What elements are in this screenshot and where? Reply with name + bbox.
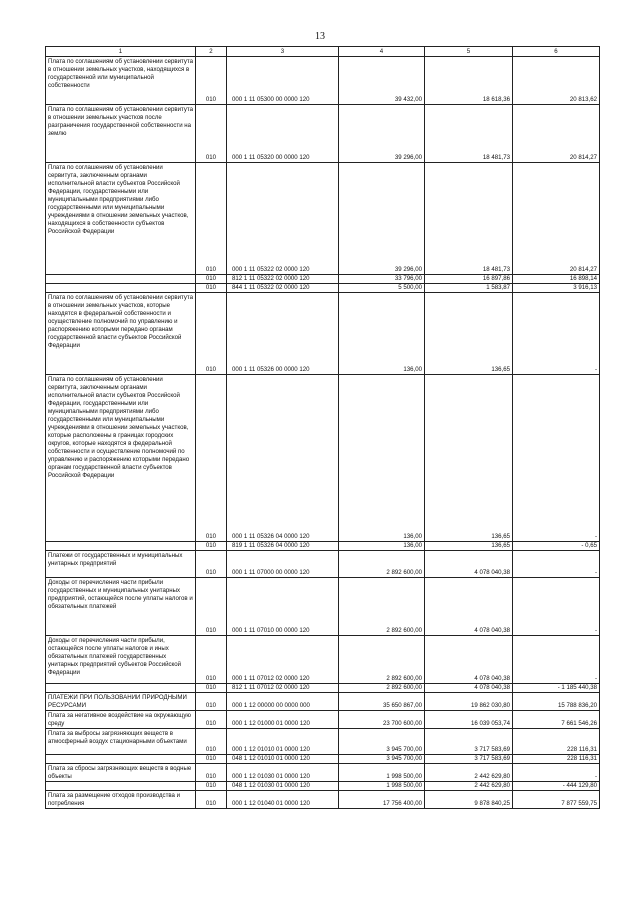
row-value-6: 7 661 546,26 bbox=[513, 711, 600, 729]
row-value-4: 17 756 400,00 bbox=[339, 791, 425, 809]
row-name bbox=[46, 275, 196, 284]
header-col-2: 2 bbox=[196, 47, 227, 57]
row-value-4: 23 700 600,00 bbox=[339, 711, 425, 729]
row-value-4: 39 432,00 bbox=[339, 57, 425, 105]
header-col-4: 4 bbox=[339, 47, 425, 57]
row-name: Плата за выбросы загрязняющих веществ в атмосферный воздух стационарными объектами bbox=[46, 729, 196, 755]
row-value-5: 4 078 040,38 bbox=[425, 578, 513, 636]
table-row bbox=[46, 275, 600, 284]
row-value-6: 228 116,31 bbox=[513, 755, 600, 764]
row-value-4: 5 500,00 bbox=[339, 284, 425, 293]
row-value-5: 18 481,73 bbox=[425, 163, 513, 275]
row-code: 812 1 11 07012 02 0000 120 bbox=[227, 684, 339, 693]
row-value-6: 20 814,27 bbox=[513, 163, 600, 275]
row-column-2: 010 bbox=[196, 293, 227, 375]
row-value-4: 136,00 bbox=[339, 375, 425, 542]
row-code: 000 1 12 01000 01 0000 120 bbox=[227, 711, 339, 729]
row-code: 000 1 11 07010 00 0000 120 bbox=[227, 578, 339, 636]
table-row bbox=[46, 542, 600, 551]
row-value-5: 16 039 053,74 bbox=[425, 711, 513, 729]
row-value-5: 16 897,86 bbox=[425, 275, 513, 284]
row-value-5: 136,65 bbox=[425, 375, 513, 542]
row-value-5: 19 862 030,80 bbox=[425, 693, 513, 711]
header-col-5: 5 bbox=[425, 47, 513, 57]
row-column-2: 010 bbox=[196, 375, 227, 542]
row-name bbox=[46, 284, 196, 293]
row-value-6: 3 916,13 bbox=[513, 284, 600, 293]
row-value-6: 16 898,14 bbox=[513, 275, 600, 284]
row-value-6: 7 877 559,75 bbox=[513, 791, 600, 809]
table-row bbox=[46, 578, 600, 636]
row-value-6: - bbox=[513, 764, 600, 782]
row-name bbox=[46, 684, 196, 693]
row-code: 048 1 12 01010 01 0000 120 bbox=[227, 755, 339, 764]
row-code: 000 1 12 01030 01 0000 120 bbox=[227, 764, 339, 782]
row-column-2: 010 bbox=[196, 711, 227, 729]
table-row bbox=[46, 755, 600, 764]
row-name: Плата по соглашениям об установлении сервитута в отношении земельных участков после разграничения государственной собственности на землю bbox=[46, 105, 196, 163]
row-name: Плата по соглашениям об установлении сервитута в отношении земельных участков, которые находятся в федеральной собственности и осуществление полномочий по управлению и распоряжению которыми передано органам государственной власти субъектов Российской Федерации bbox=[46, 293, 196, 375]
row-value-4: 33 796,00 bbox=[339, 275, 425, 284]
row-name: Плата по соглашениям об установлении сервитута в отношении земельных участков, находящихся в государственной или муниципальной собственности bbox=[46, 57, 196, 105]
row-value-4: 3 945 700,00 bbox=[339, 755, 425, 764]
table-row bbox=[46, 791, 600, 809]
row-name: Плата по соглашениям об установлении сервитута, заключенным органами исполнительной власти субъектов Российской Федерации, государственными или муниципальными предприятиями либо государственными или муниципальными учреждениями в отношении земельных участков, находящихся в собственности субъектов Российской Федерации bbox=[46, 163, 196, 275]
row-value-5: 4 078 040,38 bbox=[425, 684, 513, 693]
row-column-2: 010 bbox=[196, 791, 227, 809]
row-code: 819 1 11 05326 04 0000 120 bbox=[227, 542, 339, 551]
row-value-6: - bbox=[513, 636, 600, 684]
row-column-2: 010 bbox=[196, 284, 227, 293]
table-row bbox=[46, 163, 600, 275]
report-table bbox=[45, 46, 600, 809]
row-name bbox=[46, 755, 196, 764]
row-column-2: 010 bbox=[196, 729, 227, 755]
header-row bbox=[46, 47, 600, 57]
row-code: 000 1 12 00000 00 0000 000 bbox=[227, 693, 339, 711]
row-name: ПЛАТЕЖИ ПРИ ПОЛЬЗОВАНИИ ПРИРОДНЫМИ РЕСУРСАМИ bbox=[46, 693, 196, 711]
row-value-5: 4 078 040,38 bbox=[425, 636, 513, 684]
row-name: Плата за сбросы загрязняющих веществ в водные объекты bbox=[46, 764, 196, 782]
row-code: 000 1 11 07000 00 0000 120 bbox=[227, 551, 339, 578]
row-value-6: - 1 185 440,38 bbox=[513, 684, 600, 693]
row-value-5: 2 442 629,80 bbox=[425, 764, 513, 782]
header-col-1: 1 bbox=[46, 47, 196, 57]
row-code: 000 1 11 07012 02 0000 120 bbox=[227, 636, 339, 684]
row-value-5: 1 583,87 bbox=[425, 284, 513, 293]
row-code: 844 1 11 05322 02 0000 120 bbox=[227, 284, 339, 293]
row-value-4: 136,00 bbox=[339, 293, 425, 375]
row-column-2: 010 bbox=[196, 764, 227, 782]
row-value-6: - 0,65 bbox=[513, 542, 600, 551]
row-column-2: 010 bbox=[196, 755, 227, 764]
table-row bbox=[46, 375, 600, 542]
table-row bbox=[46, 764, 600, 782]
row-name bbox=[46, 542, 196, 551]
row-value-6: 20 814,27 bbox=[513, 105, 600, 163]
table-row bbox=[46, 711, 600, 729]
table-row bbox=[46, 57, 600, 105]
row-value-5: 136,65 bbox=[425, 293, 513, 375]
row-code: 000 1 11 05320 00 0000 120 bbox=[227, 105, 339, 163]
row-name: Доходы от перечисления части прибыли, остающейся после уплаты налогов и иных обязательных платежей государственных унитарных предприятий субъектов Российской Федерации bbox=[46, 636, 196, 684]
row-value-4: 35 650 867,00 bbox=[339, 693, 425, 711]
table-row bbox=[46, 636, 600, 684]
row-code: 000 1 11 05300 00 0000 120 bbox=[227, 57, 339, 105]
row-value-5: 3 717 583,69 bbox=[425, 755, 513, 764]
row-value-4: 136,00 bbox=[339, 542, 425, 551]
row-value-6: 228 116,31 bbox=[513, 729, 600, 755]
row-name bbox=[46, 782, 196, 791]
row-code: 000 1 11 05326 04 0000 120 bbox=[227, 375, 339, 542]
table-row bbox=[46, 684, 600, 693]
row-value-6: - bbox=[513, 375, 600, 542]
row-value-5: 136,65 bbox=[425, 542, 513, 551]
row-name: Плата по соглашениям об установлении сервитута, заключенным органами исполнительной власти субъектов Российской Федерации, государственными или муниципальными предприятиями либо государственными или муниципальными учреждениями в отношении земельных участков, которые расположены в границах городских округов, которые находятся в федеральной собственности и осуществление полномочий по управлению и распоряжению которыми передано органам государственной власти субъектов Российской Федерации bbox=[46, 375, 196, 542]
row-value-4: 2 892 600,00 bbox=[339, 551, 425, 578]
row-value-4: 2 892 600,00 bbox=[339, 578, 425, 636]
row-value-5: 9 878 840,25 bbox=[425, 791, 513, 809]
page-number: 13 bbox=[315, 31, 325, 42]
row-column-2: 010 bbox=[196, 275, 227, 284]
row-value-5: 18 481,73 bbox=[425, 105, 513, 163]
table-row bbox=[46, 693, 600, 711]
row-name: Плата за размещение отходов производства и потребления bbox=[46, 791, 196, 809]
row-column-2: 010 bbox=[196, 636, 227, 684]
row-name: Плата за негативное воздействие на окружающую среду bbox=[46, 711, 196, 729]
row-value-5: 2 442 629,80 bbox=[425, 782, 513, 791]
row-value-6: - bbox=[513, 293, 600, 375]
row-value-5: 18 618,36 bbox=[425, 57, 513, 105]
row-code: 812 1 11 05322 02 0000 120 bbox=[227, 275, 339, 284]
row-value-6: - bbox=[513, 578, 600, 636]
row-code: 000 1 12 01010 01 0000 120 bbox=[227, 729, 339, 755]
table-row bbox=[46, 293, 600, 375]
row-column-2: 010 bbox=[196, 57, 227, 105]
row-name: Доходы от перечисления части прибыли государственных и муниципальных унитарных предприятий, остающейся после уплаты налогов и обязательных платежей bbox=[46, 578, 196, 636]
row-value-6: - bbox=[513, 551, 600, 578]
header-col-3: 3 bbox=[227, 47, 339, 57]
row-name: Платежи от государственных и муниципальных унитарных предприятий bbox=[46, 551, 196, 578]
row-column-2: 010 bbox=[196, 684, 227, 693]
table-row bbox=[46, 782, 600, 791]
row-value-4: 39 296,00 bbox=[339, 105, 425, 163]
row-value-4: 39 296,00 bbox=[339, 163, 425, 275]
row-column-2: 010 bbox=[196, 782, 227, 791]
row-code: 000 1 12 01040 01 0000 120 bbox=[227, 791, 339, 809]
row-value-6: - 444 129,80 bbox=[513, 782, 600, 791]
table-row bbox=[46, 105, 600, 163]
table-row bbox=[46, 551, 600, 578]
row-value-5: 3 717 583,69 bbox=[425, 729, 513, 755]
row-code: 048 1 12 01030 01 0000 120 bbox=[227, 782, 339, 791]
row-column-2: 010 bbox=[196, 542, 227, 551]
row-value-4: 2 892 600,00 bbox=[339, 636, 425, 684]
row-value-4: 1 998 500,00 bbox=[339, 764, 425, 782]
row-value-4: 1 998 500,00 bbox=[339, 782, 425, 791]
row-value-6: 20 813,62 bbox=[513, 57, 600, 105]
row-value-6: 15 788 836,20 bbox=[513, 693, 600, 711]
row-code: 000 1 11 05322 02 0000 120 bbox=[227, 163, 339, 275]
row-column-2: 010 bbox=[196, 693, 227, 711]
row-value-4: 2 892 600,00 bbox=[339, 684, 425, 693]
row-code: 000 1 11 05326 00 0000 120 bbox=[227, 293, 339, 375]
row-column-2: 010 bbox=[196, 551, 227, 578]
row-value-5: 4 078 040,38 bbox=[425, 551, 513, 578]
row-column-2: 010 bbox=[196, 105, 227, 163]
header-col-6: 6 bbox=[513, 47, 600, 57]
table-row bbox=[46, 729, 600, 755]
row-column-2: 010 bbox=[196, 578, 227, 636]
table-row bbox=[46, 284, 600, 293]
row-column-2: 010 bbox=[196, 163, 227, 275]
row-value-4: 3 945 700,00 bbox=[339, 729, 425, 755]
